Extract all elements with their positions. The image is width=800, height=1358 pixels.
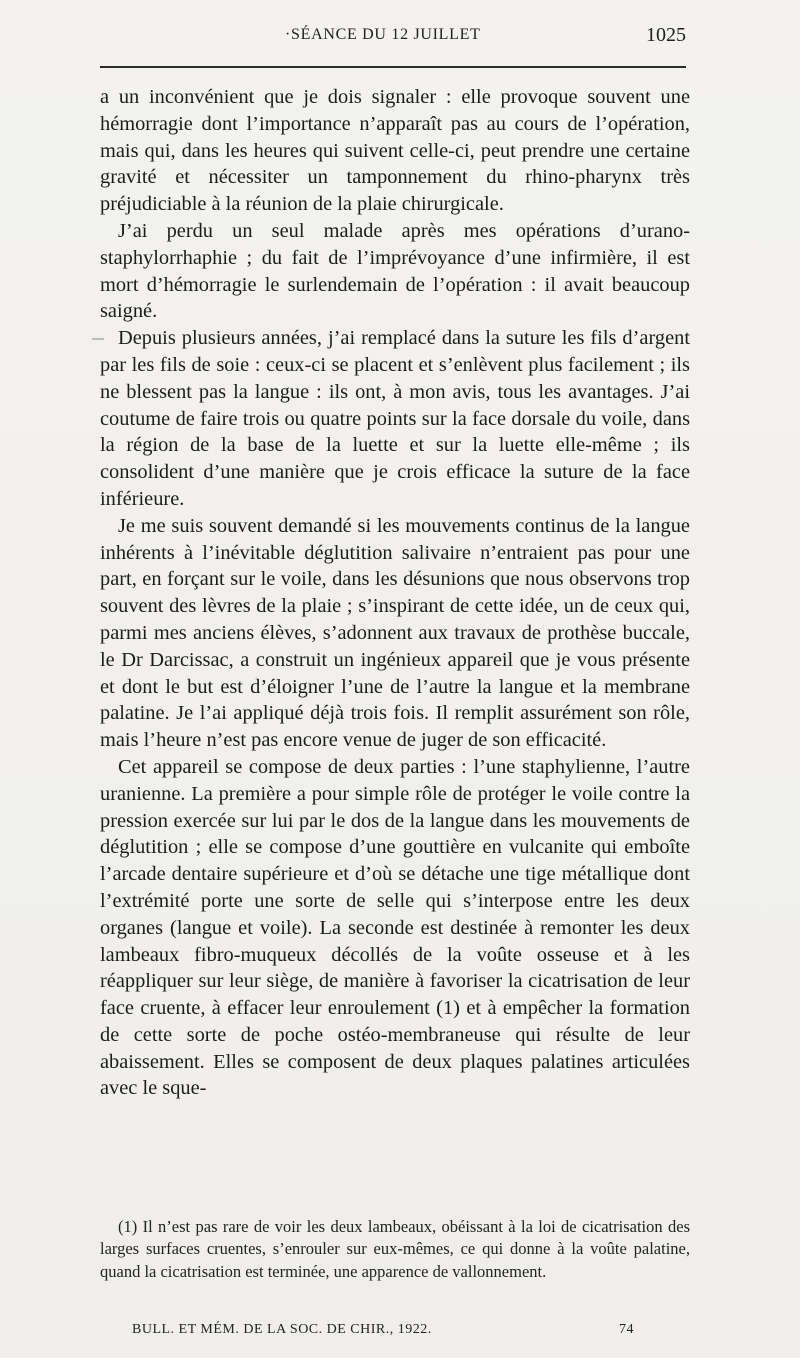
footnote: [100, 1216, 690, 1283]
paragraph-2: J’ai perdu un seul malade après mes opérations d’urano-staphylorrhaphie ; du fait de l’imprévoyance d’une infirmière, il est mort d’hémorragie le surlendemain de l’opération : il avait beaucoup saigné.: [100, 219, 690, 323]
scan-mark: [92, 338, 104, 340]
running-head: [100, 24, 686, 54]
running-title: ·SÉANCE DU 12 JUILLET: [285, 26, 481, 43]
header-rule: [100, 66, 686, 68]
paragraph-3: Depuis plusieurs années, j’ai remplacé dans la suture les fils d’argent par les fils de soie : ceux-ci se placent et s’enlèvent plus facilement ; ils ne blessent pas la langue : ils ont, à mon avis, tous les avantages. J’ai coutume de faire trois ou quatre points sur la face dorsale du voile, dans la région de la base de la luette et sur la luette elle-même ; ils consolident d’une manière que je crois efficace la suture de la face inférieure.: [100, 327, 690, 510]
paragraph-1: a un inconvénient que je dois signaler : elle provoque souvent une hémorragie dont l’importance n’apparaît pas au cours de l’opération, mais qui, dans les heures qui suivent celle-ci, peut prendre une certaine gravité et nécessiter un tamponnement du rhino-pharynx très préjudiciable à la réunion de la plaie chirurgicale.: [100, 86, 690, 216]
paragraph-4: Je me suis souvent demandé si les mouvements continus de la langue inhérents à l’inévitable déglutition salivaire n’entraient pas pour une part, en forçant sur le voile, dans les désunions que nous observons trop souvent des lèvres de la plaie ; s’inspirant de cette idée, un de ceux qui, parmi mes anciens élèves, s’adonnent aux travaux de prothèse buccale, le Dr Darcissac, a construit un ingénieux appareil que je vous présente et dont le but est d’éloigner l’une de l’autre la langue et la membrane palatine. Je l’ai appliqué déjà trois fois. Il remplit assurément son rôle, mais l’heure n’est pas encore venue de juger de son efficacité.: [100, 514, 690, 752]
page-number: 1025: [646, 24, 686, 46]
footer-signature: 74: [619, 1322, 634, 1337]
footer-citation: BULL. ET MÉM. DE LA SOC. DE CHIR., 1922.: [132, 1322, 432, 1337]
body-text: [100, 84, 690, 1102]
footnote-text: (1) Il n’est pas rare de voir les deux lambeaux, obéissant à la loi de cicatrisation des larges surfaces cruentes, s’enrouler sur eux-mêmes, ce qui donne à la voûte palatine, quand la cicatrisation est terminée, une apparence de vallonnement.: [100, 1217, 690, 1281]
paragraph-5: Cet appareil se compose de deux parties : l’une staphylienne, l’autre uranienne. La première a pour simple rôle de protéger le voile contre la pression exercée sur lui par le dos de la langue dans les mouvements de déglutition ; elle se compose d’une gouttière en vulcanite qui emboîte l’arcade dentaire supérieure et d’où se détache une tige métallique dont l’extrémité porte une sorte de selle qui s’interpose entre les deux organes (langue et voile). La seconde est destinée à remonter les deux lambeaux fibro-muqueux décollés de la voûte osseuse et à les réappliquer sur leur siège, de manière à favoriser la cicatrisation de leur face cruente, à effacer leur enroulement (1) et à empêcher la formation de cette sorte de poche ostéo-membraneuse qui résulte de leur abaissement. Elles se composent de deux plaques palatines articulées avec le sque-: [100, 755, 690, 1100]
